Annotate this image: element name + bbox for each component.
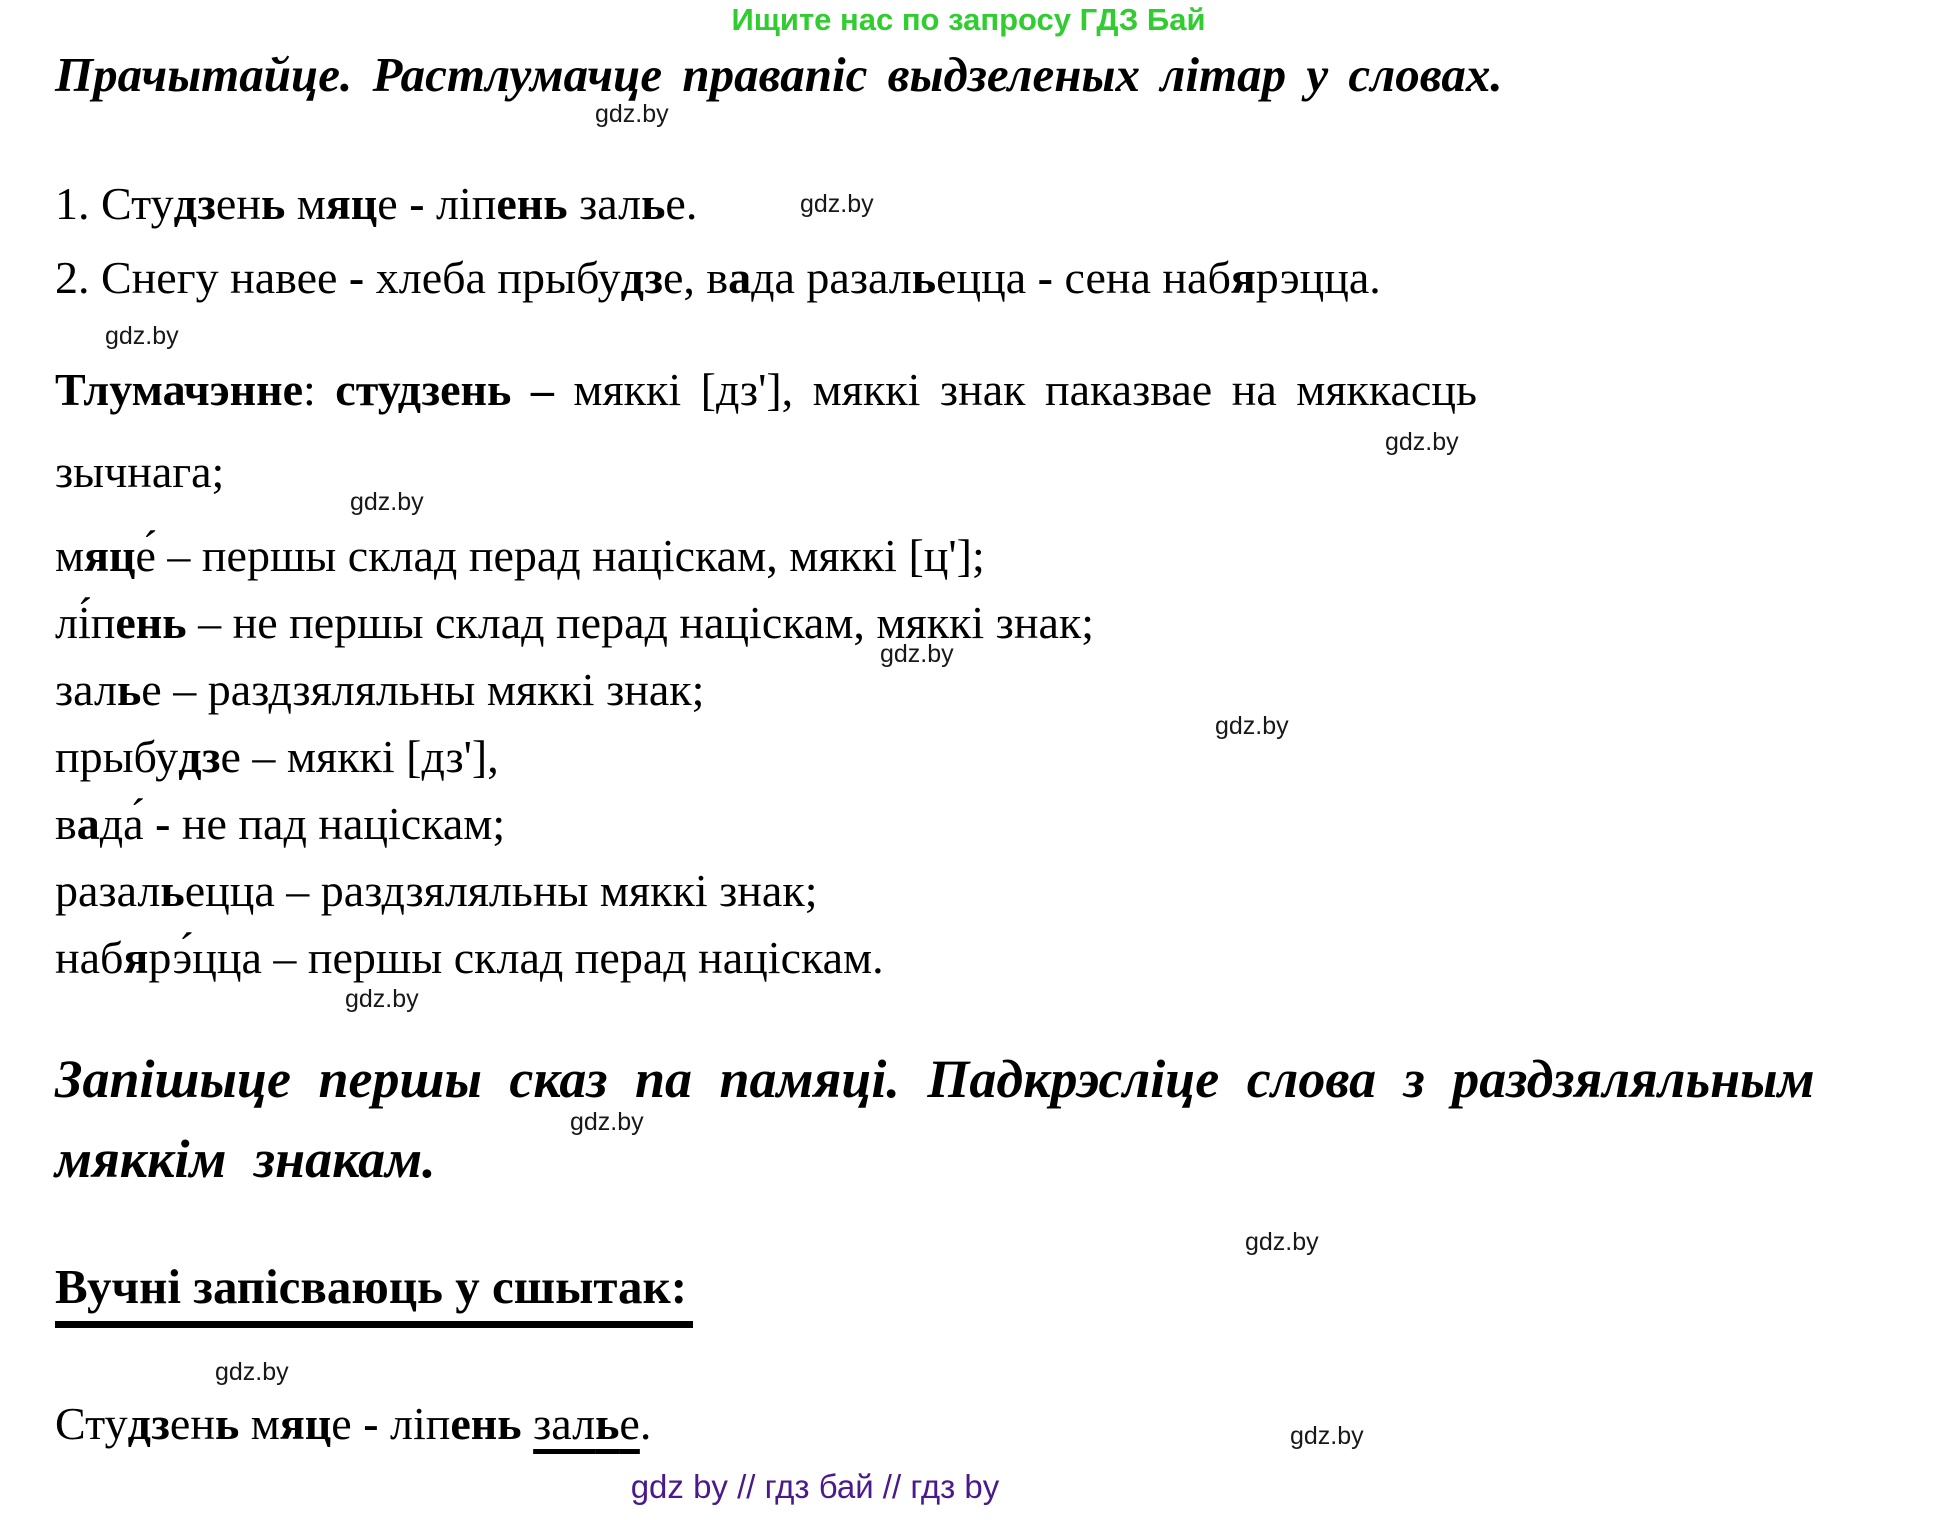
footer-search-terms: gdz by // гдз бай // гдз by xyxy=(630,1468,1000,1505)
watermark-text: gdz.by xyxy=(1215,712,1289,740)
explanation-item: вада́ - не пад націскам; xyxy=(55,798,506,849)
explanation-intro-line1: Тлумачэнне: студзень – мяккі [дз'], мяккі знак паказвае на мяккасць xyxy=(55,364,1477,415)
second-task-line2: мяккім знакам. xyxy=(55,1129,436,1189)
explanation-item: набярэ́цца – першы склад перад націскам. xyxy=(55,932,884,983)
task-heading: Прачытайце. Растлумачце правапіс выдзеленых літар у словах. xyxy=(55,47,1503,102)
sentence-1: 1. Студзень мяце - ліпень залье. xyxy=(55,178,698,229)
watermark-text: gdz.by xyxy=(595,100,669,128)
watermark-text: gdz.by xyxy=(105,322,179,350)
watermark-text: gdz.by xyxy=(1385,428,1459,456)
second-task-line1: Запішыце першы сказ па памяці. Падкрэсліце слова з раздзяляльным xyxy=(55,1049,1815,1109)
explanation-intro-line2: зычнага; xyxy=(55,446,225,497)
notebook-heading: Вучні запісваюць у сшытак: xyxy=(55,1258,693,1328)
watermark-text: gdz.by xyxy=(345,985,419,1013)
sentence-2: 2. Снегу навее - хлеба прыбудзе, вада разальецца - сена набярэцца. xyxy=(55,252,1381,303)
explanation-item: прыбудзе – мяккі [дз'], xyxy=(55,731,499,782)
explanation-item: лі́пень – не першы склад перад націскам, мяккі знак; xyxy=(55,597,1095,648)
explanation-item: залье – раздзяляльны мяккі знак; xyxy=(55,664,705,715)
watermark-text: gdz.by xyxy=(880,640,954,668)
top-banner-text: Ищите нас по запросу ГДЗ Бай xyxy=(731,2,1206,37)
watermark-text: gdz.by xyxy=(350,488,424,516)
explanation-item: разальецца – раздзяляльны мяккі знак; xyxy=(55,865,818,916)
watermark-text: gdz.by xyxy=(215,1358,289,1386)
explanation-item: мяце́ – першы склад перад націскам, мяккі [ц']; xyxy=(55,530,985,581)
watermark-text: gdz.by xyxy=(800,190,874,218)
watermark-text: gdz.by xyxy=(1245,1228,1319,1256)
watermark-text: gdz.by xyxy=(1290,1422,1364,1450)
watermark-text: gdz.by xyxy=(570,1108,644,1136)
notebook-sentence: Студзень мяце - ліпень залье. xyxy=(55,1398,652,1449)
